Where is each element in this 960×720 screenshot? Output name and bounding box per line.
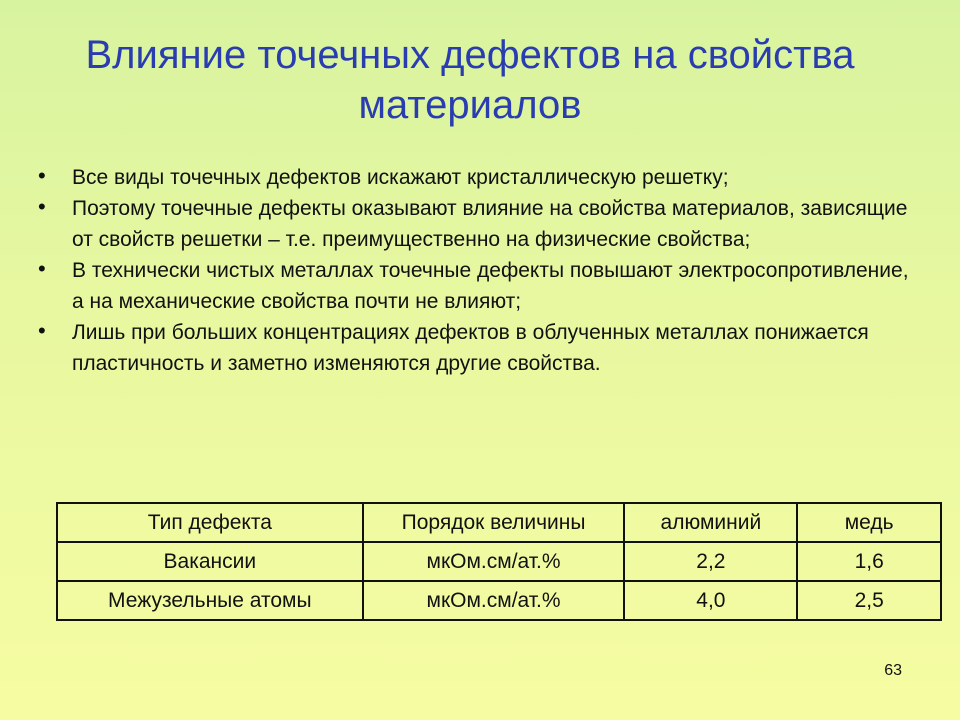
table-cell: Вакансии — [57, 542, 363, 581]
bullet-text: Лишь при больших концентрациях дефектов в облученных металлах понижается пластичность и заметно изменяются другие свойства. — [72, 321, 869, 375]
header-magnitude: Порядок величины — [363, 503, 625, 542]
table-row — [57, 542, 941, 581]
table-header-row — [57, 503, 941, 542]
header-aluminum: алюминий — [624, 503, 797, 542]
bullet-dot-icon: • — [38, 163, 46, 188]
table-cell: 4,0 — [624, 581, 797, 620]
bullet-text: В технически чистых металлах точечные дефекты повышают электросопротивление, а на механические свойства почти не влияют; — [72, 259, 909, 313]
bullet-dot-icon: • — [38, 256, 46, 281]
table-row — [57, 581, 941, 620]
header-copper: медь — [797, 503, 941, 542]
bullet-dot-icon: • — [38, 194, 46, 219]
table-cell: 2,5 — [797, 581, 941, 620]
bullet-item — [36, 255, 916, 317]
slide-title: Влияние точечных дефектов на свойства материалов — [85, 33, 855, 127]
table-cell: мкОм.см/ат.% — [363, 542, 625, 581]
header-defect-type: Тип дефекта — [57, 503, 363, 542]
bullet-list — [36, 162, 916, 379]
bullet-item — [36, 317, 916, 379]
bullet-item — [36, 193, 916, 255]
bullet-dot-icon: • — [38, 318, 46, 343]
bullet-item — [36, 162, 916, 193]
table-cell: 1,6 — [797, 542, 941, 581]
table-cell: мкОм.см/ат.% — [363, 581, 625, 620]
table-cell: Межузельные атомы — [57, 581, 363, 620]
bullet-text: Поэтому точечные дефекты оказывают влияние на свойства материалов, зависящие от свойств решетки – т.е. преимущественно на физические свойства; — [72, 197, 908, 251]
defects-table — [56, 502, 942, 621]
table-cell: 2,2 — [624, 542, 797, 581]
page-number: 63 — [884, 662, 902, 679]
bullet-text: Все виды точечных дефектов искажают кристаллическую решетку; — [72, 166, 729, 189]
